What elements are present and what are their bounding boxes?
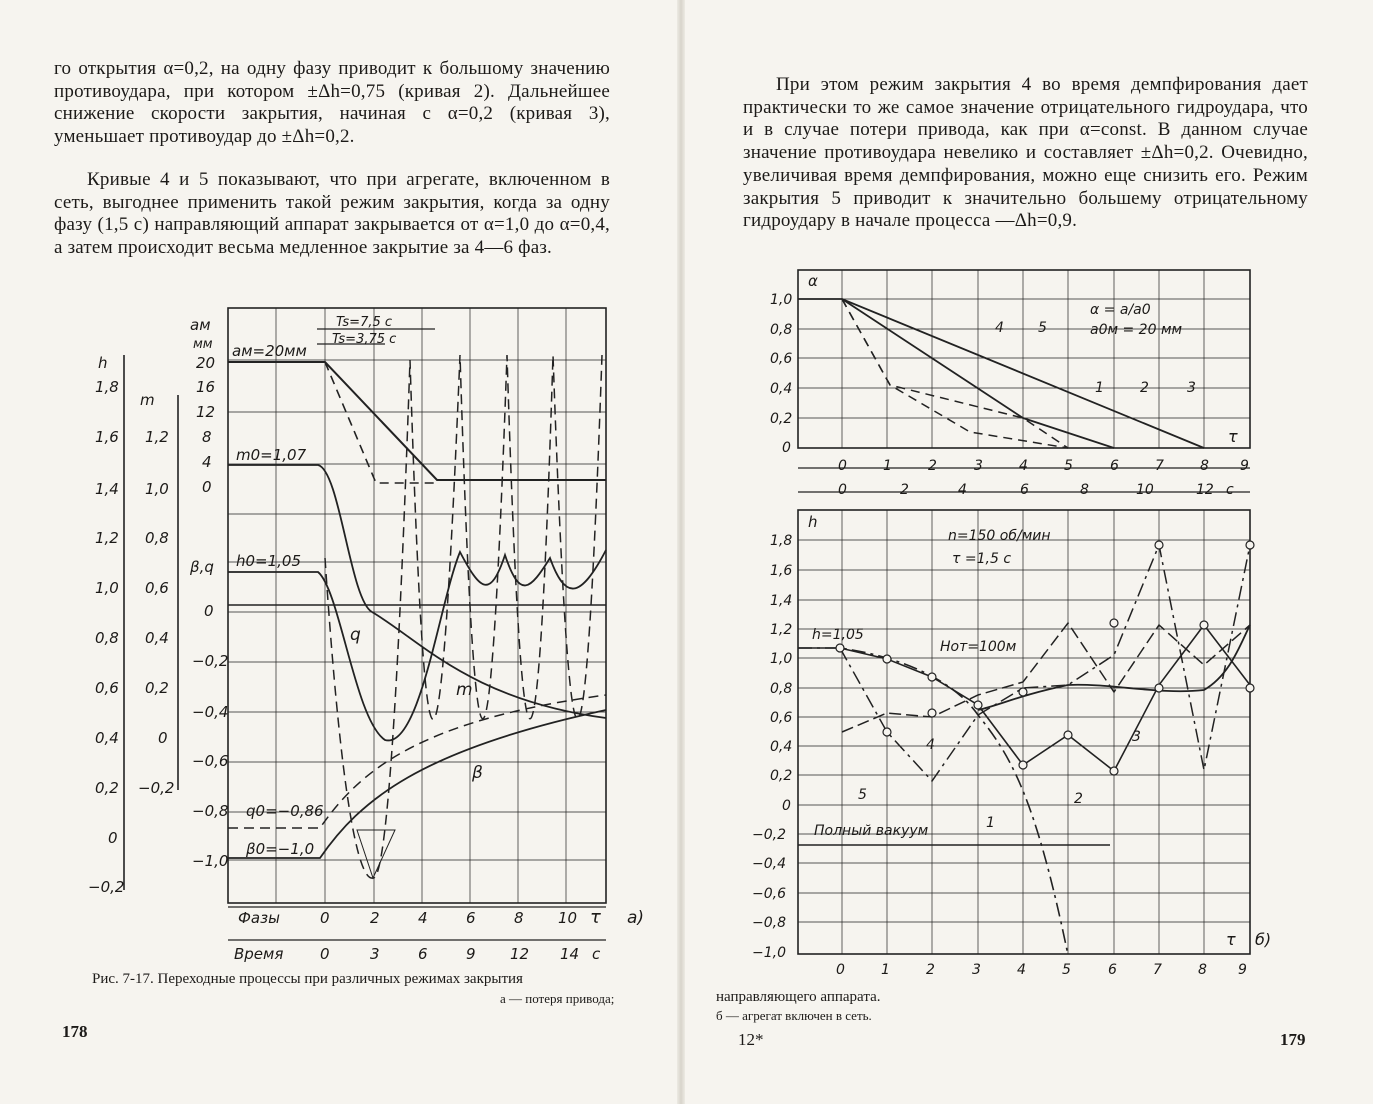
formula-2: a0м = 20 мм — [1090, 322, 1183, 338]
bq-tick: −0,6 — [192, 752, 229, 770]
time-tick: 3 — [370, 945, 380, 963]
h-axis-title-b: h — [808, 513, 818, 531]
right-caption-line-2: б — агрегат включен в сеть. — [716, 1008, 872, 1023]
panel-label-b: б) — [1255, 930, 1272, 949]
tau-tick: 7 — [1155, 458, 1164, 474]
time-tick: с — [592, 945, 601, 963]
phase-tick: 4 — [418, 909, 428, 927]
axis-a-title: aм — [190, 316, 211, 334]
axis-m-title: m — [140, 391, 155, 409]
m-tick: 0,6 — [145, 579, 169, 597]
h-tick: 0,2 — [95, 779, 119, 797]
hb-tick: 0,6 — [770, 710, 793, 726]
ann-am: aм=20мм — [232, 342, 307, 360]
figure-a — [0, 300, 680, 970]
label-1: 1 — [1095, 380, 1104, 396]
phase-tick: 2 — [370, 909, 380, 927]
h-tick: −0,2 — [88, 878, 125, 896]
bq-tick: −1,0 — [192, 852, 229, 870]
hb-tau-tick: 6 — [1108, 962, 1117, 978]
ann-hot: Hот=100м — [940, 639, 1017, 655]
time-label: Время — [234, 945, 284, 963]
sec-tick: 0 — [838, 482, 847, 498]
sec-tick: 4 — [958, 482, 967, 498]
phase-tick: 10 — [558, 909, 578, 927]
alpha-tick: 0,2 — [770, 411, 793, 427]
tau-tick: 6 — [1110, 458, 1119, 474]
alpha-tick: 0,4 — [770, 381, 793, 397]
hb-tick: −1,0 — [752, 945, 786, 961]
hb-tau-tick: 7 — [1153, 962, 1162, 978]
alpha-tick: 0,6 — [770, 351, 793, 367]
hb-label-2: 2 — [1074, 791, 1083, 807]
curve-h-1 — [798, 648, 1068, 955]
hb-tick: −0,4 — [752, 856, 786, 872]
hb-tick: 1,2 — [770, 622, 793, 638]
ann-q0: q0=−0,86 — [246, 802, 324, 820]
curve-beta-3 — [228, 710, 606, 858]
tau-tick: 2 — [928, 458, 937, 474]
panel-label-a: а) — [627, 908, 645, 928]
hb-tau-tick: 0 — [836, 962, 845, 978]
tau-tick: 4 — [1019, 458, 1028, 474]
phase-tick: 6 — [466, 909, 476, 927]
bq-tick: 0 — [204, 602, 214, 620]
a-tick: 16 — [196, 378, 216, 396]
tau-label-a: τ — [590, 907, 601, 928]
tau-tick: 5 — [1064, 458, 1073, 474]
bq-tick: −0,4 — [192, 703, 229, 721]
hb-tau-tick: 9 — [1238, 962, 1247, 978]
tau-tick: 9 — [1240, 458, 1249, 474]
hb-tick: 0 — [782, 798, 791, 814]
hb-tick: 0,8 — [770, 681, 793, 697]
hb-tick: −0,8 — [752, 915, 786, 931]
hb-tick: 1,0 — [770, 651, 793, 667]
ann-h: h=1,05 — [812, 627, 864, 643]
hb-tau-tick: 3 — [972, 962, 981, 978]
alpha-axis-title: α — [808, 272, 818, 290]
time-tick: 12 — [510, 945, 530, 963]
left-paragraph-2: Кривые 4 и 5 показывают, что при агрегате, включенном в сеть, выгоднее применить такой режим закрытия, когда за одну фазу (1,5 с) направляющий аппарат закрывается от α=1,0 до α=0,4, а затем происходит весьма медленное закрытие за 4—6 фаз. — [54, 169, 610, 259]
a-tick: 0 — [202, 478, 212, 496]
ann-ts2: Ts=3,75 с — [332, 332, 397, 347]
time-tick: 0 — [320, 945, 330, 963]
h-tick: 1,2 — [95, 529, 119, 547]
time-tick: 14 — [560, 945, 580, 963]
hb-label-1: 1 — [986, 815, 995, 831]
curve-beta-oscillating — [325, 355, 602, 878]
hb-tau-tick: 2 — [926, 962, 935, 978]
axis-h-title: h — [98, 354, 108, 372]
right-paragraph-1: При этом режим закрытия 4 во время демпфирования дает практически то же самое значение отрицательного гидроудара, что и в случае потери привода, как при α=const. В данном случае значение противоудара невелико и составляет ±Δh=0,2. Очевидно, увеличивая время демпфирования, можно еще снизить его. Режим закрытия 5 приводит к значительно большему отрицательному гидроудару в начале процесса —Δh=0,9. — [743, 74, 1308, 232]
alpha-tick: 0,8 — [770, 322, 793, 338]
a-tick: 4 — [202, 453, 212, 471]
figure-b-bottom — [690, 505, 1373, 985]
hb-tau-tick: 1 — [881, 962, 890, 978]
tau-label-top: τ — [1228, 427, 1238, 446]
ann-ts1: Ts=7,5 с — [336, 315, 393, 330]
m-tick: 0,2 — [145, 679, 169, 697]
sec-tick: 10 — [1136, 482, 1154, 498]
hb-tau-tick: 5 — [1062, 962, 1071, 978]
hb-tick: 1,6 — [770, 563, 793, 579]
time-tick: 9 — [466, 945, 476, 963]
right-caption-line-1: направляющего аппарата. — [716, 989, 881, 1005]
bq-tick: −0,8 — [192, 802, 229, 820]
h-tick: 1,8 — [95, 378, 119, 396]
m-tick: 1,0 — [145, 480, 169, 498]
m-tick: 0,4 — [145, 629, 169, 647]
curve-h-2 — [798, 625, 1250, 771]
right-page — [690, 0, 1373, 1104]
hb-label-3: 3 — [1132, 729, 1141, 745]
left-paragraph-1: го открытия α=0,2, на одну фазу приводит к большому значению противоудара, при котором ±Δh=0,75 (кривая 2). Дальнейшее снижение скорости закрытия, начиная с α=0,2 (кривая 3), уменьшает противоудар до ±Δh=0,2. — [54, 58, 610, 148]
curve-h-4 — [842, 623, 1250, 732]
ann-m0: m0=1,07 — [236, 446, 307, 464]
ann-tau: τ =1,5 с — [952, 551, 1012, 567]
tau-tick: 0 — [838, 458, 847, 474]
hb-tick: 1,8 — [770, 533, 793, 549]
ann-h0: h0=1,05 — [236, 552, 302, 570]
h-tick: 1,4 — [95, 480, 119, 498]
label-5: 5 — [1038, 320, 1047, 336]
hb-tick: 0,2 — [770, 768, 793, 784]
axis-bq-title: β,q — [190, 558, 214, 576]
tau-tick: 3 — [974, 458, 983, 474]
h-tick: 0,6 — [95, 679, 119, 697]
m-tick: −0,2 — [138, 779, 175, 797]
left-page — [0, 0, 680, 1104]
ann-b0: β0=−1,0 — [246, 840, 315, 858]
hb-tick: −0,2 — [752, 827, 786, 843]
m-tick: 1,2 — [145, 428, 169, 446]
label-2: 2 — [1140, 380, 1149, 396]
a-tick: 12 — [196, 403, 216, 421]
label-4: 4 — [995, 320, 1004, 336]
a-tick: 8 — [202, 428, 212, 446]
alpha-tick: 0 — [782, 440, 791, 456]
hb-tau-tick: 8 — [1198, 962, 1207, 978]
m-tick: 0,8 — [145, 529, 169, 547]
tau-tick: 1 — [883, 458, 892, 474]
h-tick: 0,4 — [95, 729, 119, 747]
tau-label-b: τ — [1226, 930, 1236, 949]
time-tick: 6 — [418, 945, 428, 963]
hb-label-5: 5 — [858, 787, 867, 803]
left-caption-line-2: а — потеря привода; — [500, 991, 615, 1006]
bq-tick: −0,2 — [192, 652, 229, 670]
h-tick: 1,0 — [95, 579, 119, 597]
h-tick: 0 — [108, 829, 118, 847]
ann-vacuum: Полный вакуум — [814, 823, 929, 839]
hb-tick: −0,6 — [752, 886, 786, 902]
hatched-region — [357, 830, 395, 878]
right-page-number: 179 — [1280, 1030, 1306, 1049]
hb-tick: 1,4 — [770, 593, 793, 609]
a-tick: 20 — [196, 354, 216, 372]
alpha-tick: 1,0 — [770, 292, 793, 308]
hb-label-4: 4 — [926, 737, 935, 753]
signature-mark: 12* — [738, 1030, 764, 1049]
curve-h-5 — [840, 545, 1250, 781]
figure-b-top — [690, 262, 1373, 502]
left-page-number: 178 — [62, 1022, 88, 1041]
sec-tick: 12 — [1196, 482, 1214, 498]
phase-tick: 0 — [320, 909, 330, 927]
h-tick: 1,6 — [95, 428, 119, 446]
hb-tick: 0,4 — [770, 739, 793, 755]
tau-tick: 8 — [1200, 458, 1209, 474]
hb-tau-tick: 4 — [1017, 962, 1026, 978]
left-caption-line-1: Рис. 7-17. Переходные процессы при различных режимах закрытия — [92, 971, 523, 987]
label-3: 3 — [1187, 380, 1196, 396]
m-tick: 0 — [158, 729, 168, 747]
curve-m — [228, 465, 606, 718]
sec-tick: с — [1226, 482, 1234, 498]
ann-n: n=150 об/мин — [948, 528, 1051, 544]
axis-a-unit: мм — [193, 337, 213, 352]
formula-1: α = a/a0 — [1090, 302, 1151, 318]
phase-tick: 8 — [514, 909, 524, 927]
sec-tick: 2 — [900, 482, 909, 498]
label-beta: β — [472, 763, 483, 783]
sec-tick: 6 — [1020, 482, 1029, 498]
h-tick: 0,8 — [95, 629, 119, 647]
sec-tick: 8 — [1080, 482, 1089, 498]
label-q: q — [350, 625, 361, 645]
phase-label: Фазы — [238, 909, 280, 927]
label-m: m — [456, 680, 473, 700]
